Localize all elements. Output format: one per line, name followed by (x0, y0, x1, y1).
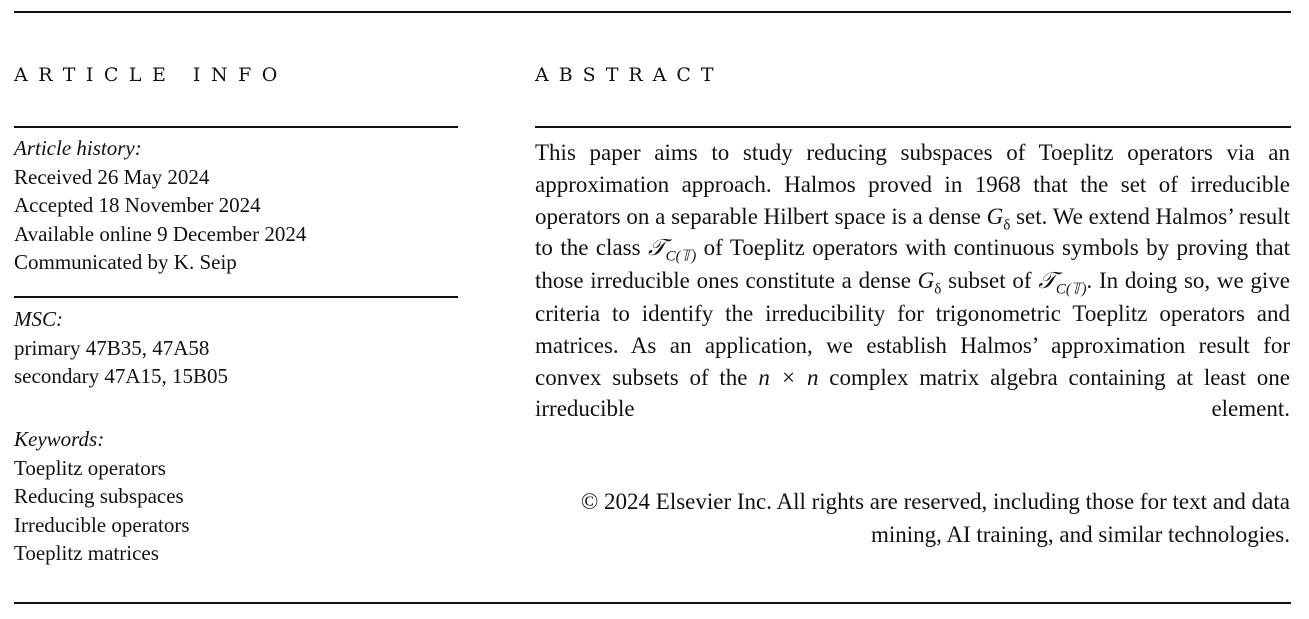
msc-label: MSC: (14, 307, 63, 331)
history-communicated: Communicated by K. Seip (14, 250, 237, 275)
abstract-body (535, 137, 1290, 425)
abstract-text-5: . In doing so, we give criteria to identify the irreducibility for trigonometric Toeplitz operators and matrices. As an application, we establish Halmos’ approximation result for convex subsets of the (535, 268, 1291, 390)
article-info-heading: ARTICLE INFO (14, 64, 288, 86)
history-accepted: Accepted 18 November 2024 (14, 193, 261, 218)
abstract-text-6: complex matrix algebra containing at least one irreducible element. (535, 364, 1290, 422)
msc-section (14, 305, 458, 391)
abstract-heading: ABSTRACT (535, 64, 724, 86)
toeplitz-class-symbol: 𝒯 (1038, 268, 1056, 295)
history-label: Article history: (14, 136, 142, 160)
ct-subscript: C(𝕋) (665, 248, 697, 265)
abstract-text-3: of Toeplitz operators with continuous symbols by proving that those irreducible ones constitute a dense (535, 235, 1290, 294)
g-symbol: G (986, 203, 1004, 229)
msc-rule (14, 296, 458, 298)
delta-subscript: δ (1003, 217, 1011, 234)
ct-subscript: C(𝕋) (1055, 281, 1087, 298)
keywords-section (14, 425, 458, 568)
article-info-rule (14, 126, 458, 128)
keywords-label: Keywords: (14, 427, 105, 451)
abstract-text-2: set. We extend Halmos’ result to the class (535, 203, 1291, 261)
top-rule (14, 11, 1291, 13)
g-symbol: G (917, 268, 935, 294)
keyword-item: Toeplitz operators (14, 455, 166, 480)
toeplitz-class-symbol: 𝒯 (647, 235, 666, 262)
keyword-item: Toeplitz matrices (14, 541, 159, 566)
delta-subscript: δ (934, 281, 942, 298)
msc-secondary: secondary 47A15, 15B05 (14, 364, 229, 389)
article-history (14, 134, 458, 277)
bottom-rule (14, 602, 1291, 604)
history-received: Received 26 May 2024 (14, 164, 210, 189)
msc-primary: primary 47B35, 47A58 (14, 335, 210, 360)
keyword-item: Reducing subspaces (14, 484, 184, 509)
abstract-text-1: This paper aims to study reducing subspaces of Toeplitz operators via an approximation approach. Halmos proved in 1968 that the set of irreducible operators on a separable Hilbert space is a dense (535, 140, 1290, 229)
history-available: Available online 9 December 2024 (14, 221, 307, 246)
matrix-size: n × n (758, 364, 819, 390)
keyword-item: Irreducible operators (14, 512, 190, 537)
abstract-text-4: subset of (941, 268, 1039, 294)
copyright-notice: © 2024 Elsevier Inc. All rights are reserved, including those for text and data mining, AI training, and similar technologies. (580, 489, 1290, 547)
abstract-rule (535, 126, 1291, 128)
